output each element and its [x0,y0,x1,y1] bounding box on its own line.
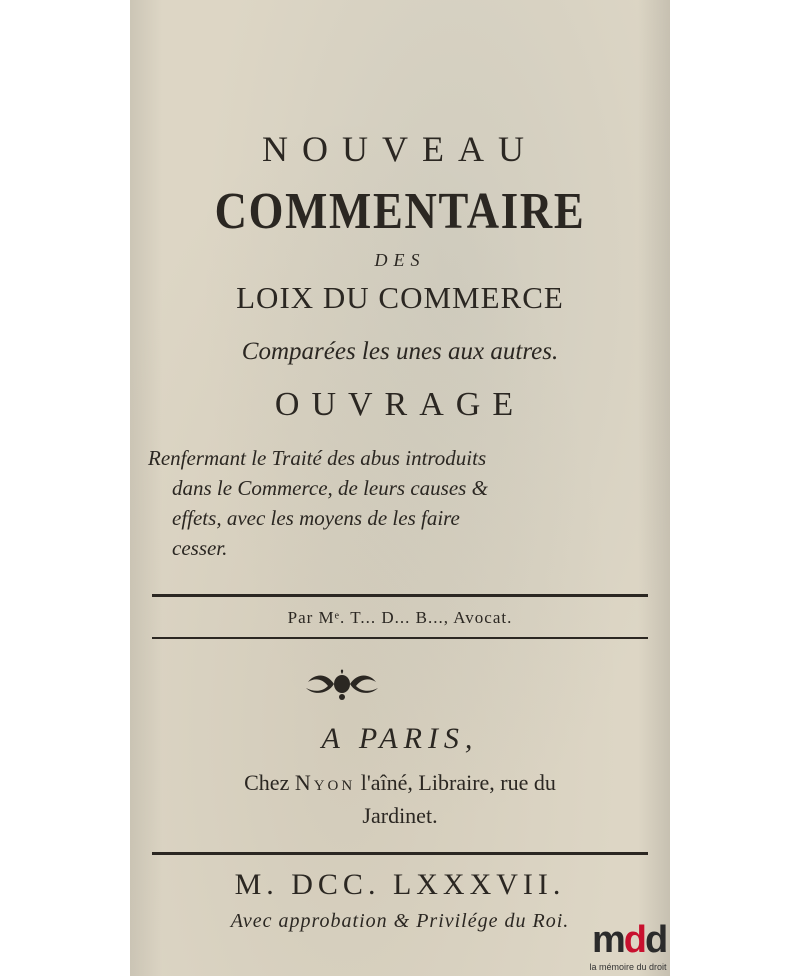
title-commentaire: COMMENTAIRE [214,183,586,240]
logo-tagline: la mémoire du droit [589,962,667,972]
description-line: cesser. [172,536,228,560]
publisher-suffix: l'aîné, Libraire, rue du [360,770,556,795]
description-block [148,443,668,563]
logo-d-red: d [623,919,646,961]
logo-d: d [645,919,667,961]
title-page [130,0,670,976]
printer-ornament-icon [302,664,382,704]
divider-bottom [152,852,648,855]
privilege-line: Avec approbation & Privilége du Roi. [230,910,570,932]
description-line: effets, avec les moyens de les faire [172,506,460,530]
work-label: OUVRAGE [274,386,526,423]
divider-top [152,594,648,597]
subtitle-comparees: Comparées les unes aux autres. [241,338,559,365]
logo-mark [592,920,666,960]
publisher-name: Nyon [294,770,356,795]
author-line: Par Mᵉ. T... D... B..., Avocat. [287,608,513,627]
publisher-prefix: Chez [244,770,290,795]
logo-m: m [592,919,624,961]
publisher-street: Jardinet. [362,803,438,828]
imprint-date: M. DCC. LXXXVII. [234,868,566,901]
title-des: DES [374,250,426,270]
divider-author [152,637,648,639]
imprint-place: A PARIS, [321,722,479,755]
title-loix-du-commerce: LOIX DU COMMERCE [236,280,564,315]
title-nouveau: NOUVEAU [262,129,538,169]
publisher-line [130,770,670,796]
description-line: Renfermant le Traité des abus introduits [148,446,487,470]
publisher-logo [582,920,672,976]
description-line: dans le Commerce, de leurs causes & [172,476,488,500]
